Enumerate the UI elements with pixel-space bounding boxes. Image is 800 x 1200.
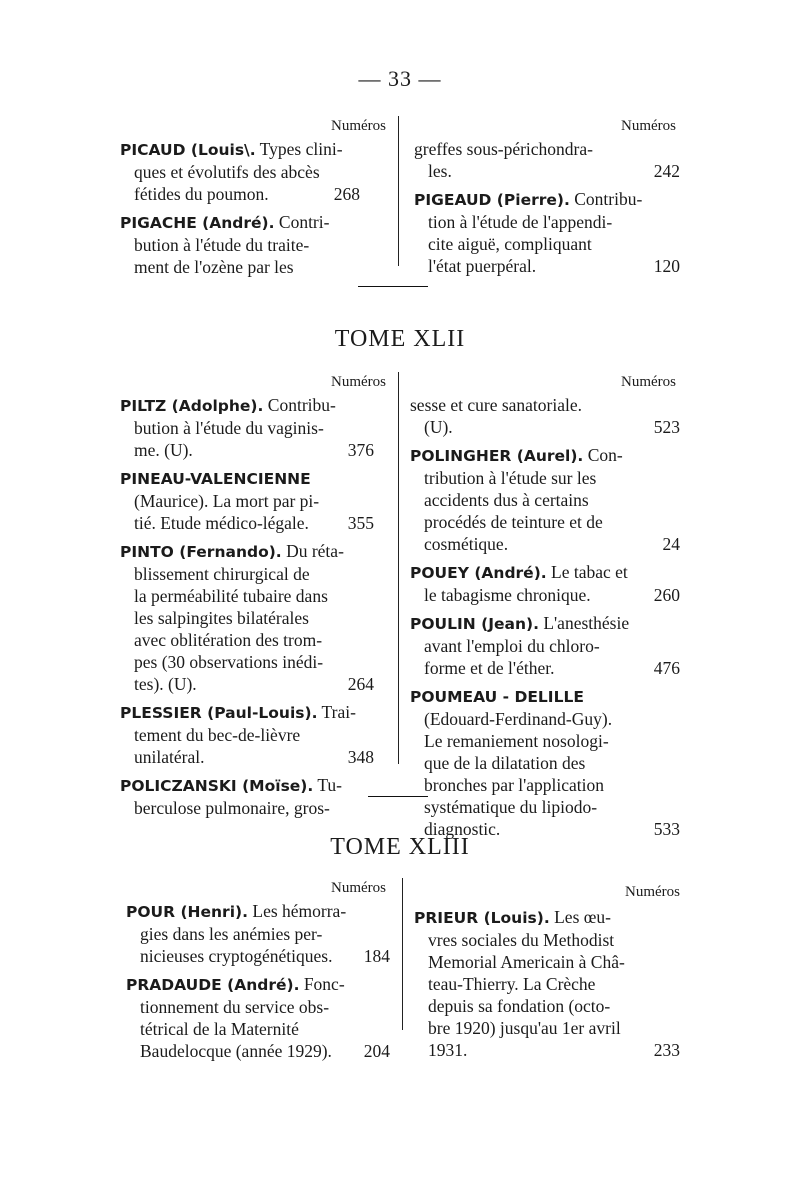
thesis-number: 264: [347, 674, 374, 694]
entry-line: les salpingites bilatérales: [134, 608, 309, 628]
entry-line: pes (30 observations inédi-: [134, 652, 324, 672]
author-name: POLICZANSKI (Moïse).: [120, 777, 314, 795]
entry-line: [120, 774, 374, 797]
entry-line: 1931.: [428, 1040, 468, 1060]
entry-line: bre 1920) jusqu'au 1er avril: [428, 1018, 621, 1038]
entry-line: [120, 467, 374, 490]
entry-line: bronches par l'application: [424, 775, 605, 795]
index-entry: [120, 138, 360, 205]
entry-line: [410, 685, 680, 708]
thesis-number: 242: [653, 161, 680, 181]
entry-line: tribution à l'étude sur les: [424, 468, 597, 488]
column-divider: [398, 372, 399, 764]
entry-line: [120, 211, 360, 234]
entry-line: [414, 906, 680, 929]
entry-line: [410, 394, 680, 416]
column-header-right: Numéros: [621, 118, 676, 134]
entry-text: Le tabac et: [546, 562, 628, 582]
entry-text: Contri-: [274, 212, 330, 232]
entry-line: l'état puerpéral.: [428, 256, 537, 276]
section1-left-column: [120, 394, 374, 825]
entry-text: Fonc-: [299, 974, 345, 994]
thesis-number: 268: [333, 184, 360, 204]
entry-line: nicieuses cryptogénétiques.: [140, 946, 333, 966]
entry-text: Les hémorra-: [248, 901, 347, 921]
index-entry: [414, 906, 680, 1061]
thesis-number: 355: [347, 513, 374, 533]
thesis-number: 204: [363, 1041, 390, 1061]
tome-title: TOME XLIII: [330, 834, 470, 860]
index-entry: [410, 612, 680, 679]
section0-right-column: [414, 138, 680, 283]
index-entry: [410, 444, 680, 555]
entry-line: gies dans les anémies per-: [140, 924, 323, 944]
entry-text: Les œu-: [549, 907, 611, 927]
index-entry: [120, 774, 374, 819]
entry-line: depuis sa fondation (octo-: [428, 996, 611, 1016]
entry-line: blissement chirurgical de: [134, 564, 310, 584]
column-header-left: Numéros: [331, 374, 386, 390]
index-entry: [120, 211, 360, 278]
author-name: POULIN (Jean).: [410, 615, 539, 633]
index-entry: [414, 188, 680, 277]
author-name: PIGEAUD (Pierre).: [414, 191, 570, 209]
author-name: POUEY (André).: [410, 564, 547, 582]
entry-line: cite aiguë, compliquant: [428, 234, 592, 254]
entry-line: avant l'emploi du chloro-: [424, 636, 600, 656]
column-header-right: Numéros: [625, 884, 680, 900]
entry-line: (U).: [424, 417, 453, 437]
entry-line: [410, 444, 680, 467]
entry-line: ment de l'ozène par les: [134, 257, 294, 277]
section-separator: [368, 796, 428, 797]
thesis-number: 523: [653, 417, 680, 437]
section2-left-column: [126, 900, 390, 1068]
entry-line: procédés de teinture et de: [424, 512, 603, 532]
entry-line: (Edouard-Ferdinand-Guy).: [424, 709, 613, 729]
entry-text: Types clini-: [255, 139, 343, 159]
column-header-left: Numéros: [331, 118, 386, 134]
entry-line: le tabagisme chronique.: [424, 585, 591, 605]
thesis-number: 184: [363, 946, 390, 966]
author-name: PINTO (Fernando).: [120, 543, 282, 561]
entry-line: [120, 540, 374, 563]
author-name: POUR (Henri).: [126, 903, 248, 921]
entry-line: berculose pulmonaire, gros-: [134, 798, 330, 818]
author-name: PRADAUDE (André).: [126, 976, 300, 994]
column-header-left: Numéros: [331, 880, 386, 896]
section-separator: [358, 286, 428, 287]
column-header-right: Numéros: [621, 374, 676, 390]
entry-text: greffes sous-périchondra-: [414, 139, 593, 159]
entry-line: [410, 612, 680, 635]
entry-line: [410, 561, 680, 584]
entry-text: Contribu-: [263, 395, 336, 415]
entry-line: [126, 900, 390, 923]
entry-line: (Maurice). La mort par pi-: [134, 491, 320, 511]
entry-line: bution à l'étude du traite-: [134, 235, 310, 255]
entry-text: Trai-: [317, 702, 356, 722]
entry-line: tes). (U).: [134, 674, 197, 694]
entry-text: Du réta-: [281, 541, 344, 561]
section2-right-column: [414, 906, 680, 1067]
index-entry: [410, 394, 680, 438]
index-entry: [120, 540, 374, 695]
thesis-number: 24: [662, 534, 680, 554]
entry-line: les.: [428, 161, 452, 181]
author-name: PIGACHE (André).: [120, 214, 275, 232]
entry-line: ques et évolutifs des abcès: [134, 162, 320, 182]
thesis-number: 233: [653, 1040, 680, 1060]
entry-text: L'anesthésie: [538, 613, 630, 633]
index-entry: [120, 467, 374, 534]
author-name: PINEAU-VALENCIENNE: [120, 470, 311, 488]
author-name: POLINGHER (Aurel).: [410, 447, 584, 465]
thesis-number: 476: [653, 658, 680, 678]
index-entry: [120, 701, 374, 768]
entry-line: que de la dilatation des: [424, 753, 586, 773]
thesis-number: 533: [653, 819, 680, 839]
index-entry: [414, 138, 680, 182]
entry-line: tion à l'étude de l'appendi-: [428, 212, 613, 232]
author-name: PILTZ (Adolphe).: [120, 397, 264, 415]
entry-line: [120, 138, 360, 161]
entry-line: tionnement du service obs-: [140, 997, 330, 1017]
thesis-number: 120: [653, 256, 680, 276]
entry-line: diagnostic.: [424, 819, 501, 839]
section1-right-column: [410, 394, 680, 846]
entry-text: Con-: [583, 445, 623, 465]
entry-line: forme et de l'éther.: [424, 658, 555, 678]
entry-line: vres sociales du Methodist: [428, 930, 615, 950]
entry-line: avec oblitération des trom-: [134, 630, 323, 650]
thesis-number: 348: [347, 747, 374, 767]
index-entry: [126, 973, 390, 1062]
index-entry: [410, 561, 680, 606]
entry-line: [120, 394, 374, 417]
entry-line: teau-Thierry. La Crèche: [428, 974, 596, 994]
thesis-number: 260: [653, 585, 680, 605]
entry-line: fétides du poumon.: [134, 184, 269, 204]
entry-line: tement du bec-de-lièvre: [134, 725, 301, 745]
thesis-number: 376: [347, 440, 374, 460]
author-name: PLESSIER (Paul-Louis).: [120, 704, 318, 722]
entry-line: unilatéral.: [134, 747, 205, 767]
entry-line: tié. Etude médico-légale.: [134, 513, 309, 533]
entry-text: Tu-: [313, 775, 342, 795]
column-divider: [398, 116, 399, 266]
author-name: POUMEAU - DELILLE: [410, 688, 584, 706]
author-name: PICAUD (Louis\.: [120, 141, 256, 159]
entry-line: Memorial Americain à Châ-: [428, 952, 625, 972]
entry-line: [414, 138, 680, 160]
entry-line: Baudelocque (année 1929).: [140, 1041, 332, 1061]
page-number: — 33 —: [358, 66, 442, 91]
tome-title: TOME XLII: [334, 326, 466, 352]
entry-line: [126, 973, 390, 996]
column-divider: [402, 878, 403, 1030]
section0-left-column: [120, 138, 360, 284]
index-entry: [120, 394, 374, 461]
entry-line: tétrical de la Maternité: [140, 1019, 299, 1039]
entry-line: bution à l'étude du vaginis-: [134, 418, 324, 438]
entry-line: cosmétique.: [424, 534, 509, 554]
entry-line: [414, 188, 680, 211]
entry-text: sesse et cure sanatoriale.: [410, 395, 583, 415]
index-entry: [126, 900, 390, 967]
entry-text: Contribu-: [569, 189, 643, 209]
entry-line: Le remaniement nosologi-: [424, 731, 609, 751]
author-name: PRIEUR (Louis).: [414, 909, 550, 927]
entry-line: me. (U).: [134, 440, 193, 460]
entry-line: systématique du lipiodo-: [424, 797, 598, 817]
index-entry: [410, 685, 680, 840]
entry-line: accidents dus à certains: [424, 490, 589, 510]
entry-line: la perméabilité tubaire dans: [134, 586, 328, 606]
entry-line: [120, 701, 374, 724]
